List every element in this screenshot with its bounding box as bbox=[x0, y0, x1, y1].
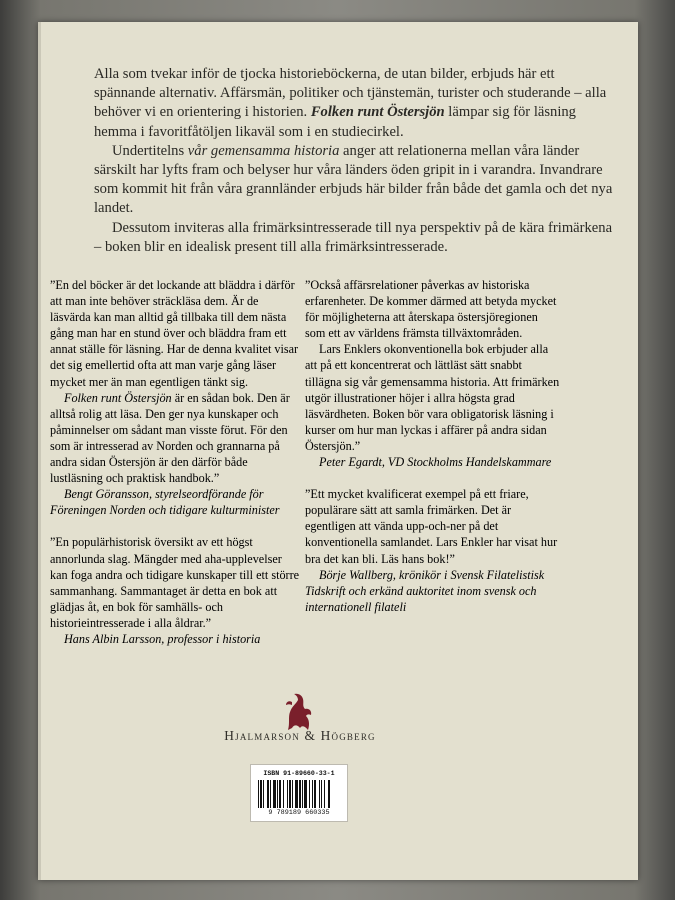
intro-paragraph-3: Dessutom inviteras alla frimärksintresserade till nya perspektiv på de kära frimärkena – boken blir en idealisk present till alla frimärksintresserade. bbox=[94, 219, 613, 255]
barcode-bar bbox=[299, 780, 301, 808]
barcode-bar bbox=[324, 780, 325, 808]
barcode-bar bbox=[260, 780, 262, 808]
isbn-text: ISBN 91-89660-33-1 bbox=[263, 770, 335, 777]
intro-paragraph-2: Undertitelns vår gemensamma historia anger att relationerna mellan våra länder särskilt har lyfts fram och belyser hur våra länders öden gripit in i varandra. Invandrare som kommit hit från våra grannländer erbjuds här bilder från både det gamla och det nya landet. bbox=[94, 142, 613, 217]
barcode-bar bbox=[273, 780, 276, 808]
barcode-bar bbox=[304, 780, 307, 808]
barcode-bar bbox=[270, 780, 271, 808]
barcode-bar bbox=[279, 780, 281, 808]
barcode-bar bbox=[319, 780, 320, 808]
quote-attribution: Peter Egardt, VD Stockholms Handelskammare bbox=[319, 455, 552, 470]
subtitle: vår gemensamma historia bbox=[187, 142, 340, 159]
barcode-bar bbox=[267, 780, 269, 808]
barcode-bar bbox=[314, 780, 316, 808]
barcode-bar bbox=[295, 780, 298, 808]
quote-larsson: ”En populärhistorisk översikt av ett högst annorlunda slag. Mängder med aha-upplevelser kan foga andra och tidigare kunskaper till ett större sammanhang. Sammantaget är detta en bok att glädjas åt, en bok för samhälls- och historieintresserade i alla åldrar.” Hans Albin Larsson, professor i historia bbox=[50, 535, 300, 646]
barcode-bar bbox=[328, 780, 330, 808]
barcode-bar bbox=[292, 780, 293, 808]
quotes-left-column bbox=[50, 277, 300, 647]
barcode-bar bbox=[309, 780, 310, 808]
barcode-bar bbox=[321, 780, 322, 808]
barcode-icon bbox=[258, 780, 340, 808]
ean-number: 9 789189 660335 bbox=[268, 809, 330, 817]
quote-attribution: Bengt Göransson, styrelseordförande för Föreningen Norden och tidigare kulturminister bbox=[50, 487, 280, 518]
quote-wallberg: ”Ett mycket kvalificerat exempel på ett friare, populärare sätt att samla frimärken. Det är egentligen att vända upp-och-ner på det konventionella samlandet. Lars Enkler har visat hur bra det kan bli. Läs hans bok!” Börje Wallberg, krönikör i Svensk Filatelistisk Tidskrift och erkänd auktoritet inom svensk och internationell filateli bbox=[305, 486, 560, 615]
barcode-bar bbox=[302, 780, 303, 808]
book-title: Folken runt Östersjön bbox=[310, 104, 445, 121]
barcode-bar bbox=[283, 780, 284, 808]
barcode-bar bbox=[287, 780, 288, 808]
quote-attribution: Hans Albin Larsson, professor i historia bbox=[64, 631, 261, 646]
quote-goransson: ”En del böcker är det lockande att bläddra i därför att man inte behöver sträckläsa dem. Är de läsvärda kan man alltid gå tillbaka till dem nästa gång man har en stund över och bläddra fram ett annat ställe för läsning. Har de denna kvalitet visar det sig emellertid ofta att man varje gång läser mycket mer än man egentligen tänkt sig. Folken runt Östersjön är en sådan bok. Den är alltså rolig att läsa. Den ger nya kunskaper och påminnelser om sådant man visste förut. För den som är intresserad av Norden och grannarna på andra sidan Östersjön är den därför både lustläsning och praktisk handbok.” Bengt Göransson, styrelseordförande för Föreningen Norden och tidigare kulturminister bbox=[50, 278, 299, 518]
intro-paragraph-1: Alla som tvekar inför de tjocka historieböckerna, de utan bilder, erbjuds här ett spännande alternativ. Affärsmän, politiker och tjänstemän, turister och studerande – alla behöver vi en orientering i historien. Folken runt Östersjön lämpar sig för läsning hemma i favoritfåtöljen likaväl som i en studiecirkel. bbox=[94, 66, 607, 140]
barcode-bar bbox=[289, 780, 291, 808]
quote-egardt: ”Också affärsrelationer påverkas av historiska erfarenheter. De kommer därmed att betyda mycket för möjligheterna att återskapa östersjöregionen som ett av världens främsta tillväxtområden. Lars Enklers okonventionella bok erbjuder alla att på ett koncentrerat och lättläst sätt snabbt tillägna sig vår gemensamma historia. Att frimärken utgör illustrationer höjer i allra högsta grad läsvärdheten. Boken bör vara obligatorisk läsning i kurser om hur man lyckas i affärer på andra sidan Östersjön.” Peter Egardt, VD Stockholms Handelskammare bbox=[305, 278, 560, 470]
publisher-name: Hjalmarson & Högberg bbox=[224, 728, 376, 743]
barcode-bar bbox=[312, 780, 313, 808]
quote-attribution: Börje Wallberg, krönikör i Svensk Filatelistisk Tidskrift och erkänd auktoritet inom svensk och internationell filateli bbox=[305, 567, 545, 614]
intro-text bbox=[94, 65, 614, 257]
barcode-bar bbox=[277, 780, 278, 808]
quotes-right-column bbox=[305, 277, 560, 615]
barcode-label bbox=[250, 764, 348, 822]
barcode-bar bbox=[263, 780, 264, 808]
barcode-bar bbox=[258, 780, 259, 808]
cover-edge bbox=[38, 22, 41, 880]
